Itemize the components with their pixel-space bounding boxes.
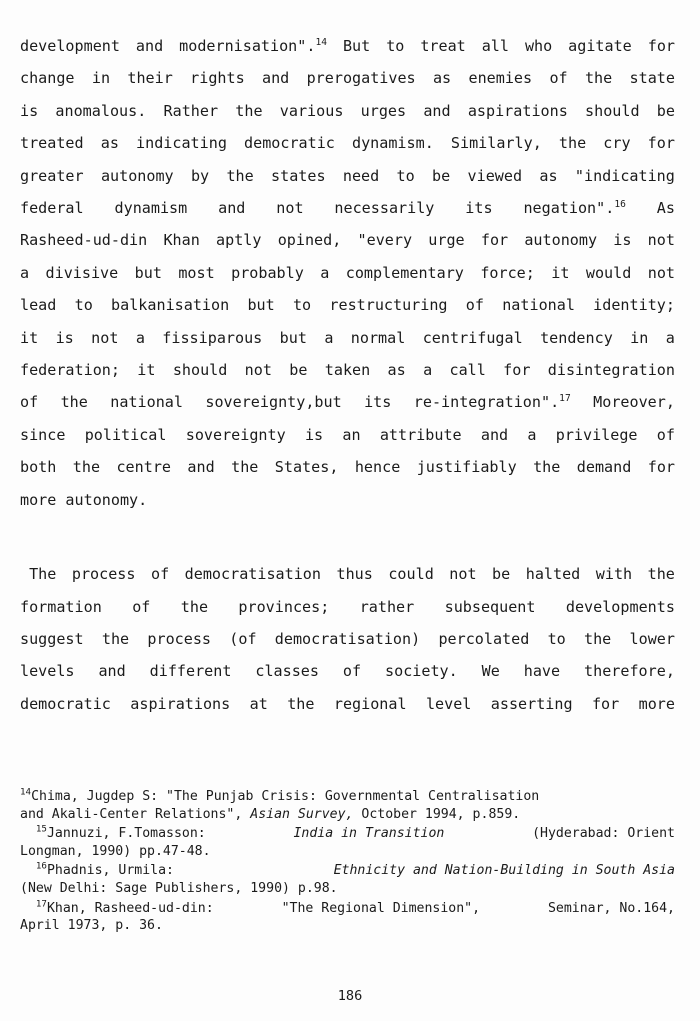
word: lower	[629, 629, 675, 648]
text-line	[20, 95, 675, 127]
word: treat	[420, 37, 466, 55]
footnote-marker-wrap	[20, 900, 214, 918]
footnote-marker-wrap	[20, 825, 206, 843]
text-line	[20, 591, 675, 623]
word: aspirations	[130, 694, 231, 713]
word: suggest	[20, 629, 84, 648]
word: of	[549, 69, 568, 88]
word: the	[584, 629, 612, 648]
word: States,	[274, 458, 339, 477]
word: Rasheed-ud-din	[20, 231, 148, 250]
word: greater	[20, 166, 84, 185]
word: re-integration".$^{17}$	[413, 393, 571, 412]
text-line	[20, 354, 675, 386]
word: level	[425, 694, 472, 713]
word: national	[110, 393, 183, 412]
word: normal	[350, 328, 406, 347]
word: of	[132, 597, 151, 616]
footnote-line	[20, 806, 675, 824]
word: therefore,	[584, 662, 675, 681]
word: privilege	[555, 425, 638, 444]
word: is	[304, 425, 324, 444]
word: could	[388, 565, 434, 584]
word: divisive	[45, 263, 119, 282]
word: society.	[385, 662, 458, 681]
word: need	[342, 166, 380, 185]
word: as	[387, 361, 406, 380]
word: national	[502, 296, 575, 315]
footnote-text-run	[20, 918, 163, 933]
word: Rather	[163, 101, 219, 120]
footnote-text: India in Transition	[293, 826, 445, 842]
word: classes	[255, 662, 319, 681]
word: the	[231, 458, 259, 477]
word: to	[74, 296, 93, 315]
word: democratisation)	[274, 629, 421, 648]
word: of	[656, 425, 675, 444]
word: the	[72, 458, 101, 477]
word: would	[585, 263, 632, 282]
footnote-text: Jannuzi, F.Tomasson:	[46, 826, 206, 842]
word: levels	[20, 662, 75, 681]
footnote-text: Longman, 1990) pp.47-48.	[20, 843, 211, 859]
text-line	[20, 322, 675, 354]
word: Khan	[163, 231, 200, 250]
word: for	[647, 134, 675, 153]
word: the	[584, 69, 613, 88]
word: by	[190, 166, 210, 185]
word: Similarly,	[450, 134, 542, 153]
word: federation;	[20, 361, 120, 380]
footnote-reference-16[interactable]: 16	[614, 199, 626, 210]
paragraph-gap	[20, 516, 675, 558]
footnote-text: Seminar, No.164,	[547, 900, 675, 916]
word: a	[320, 263, 330, 282]
word: of	[150, 565, 170, 584]
word: all	[481, 37, 509, 55]
word: a	[527, 425, 537, 444]
text-line	[20, 386, 675, 418]
word: it	[551, 263, 570, 282]
word: since	[20, 425, 66, 444]
word: dynamism	[114, 199, 188, 218]
word: more	[638, 694, 675, 713]
text-line	[20, 655, 675, 687]
word: (of	[229, 629, 257, 648]
text-line	[20, 257, 675, 289]
word: regional	[333, 694, 407, 713]
word: democratic	[20, 694, 111, 713]
word: process	[147, 629, 212, 648]
word: developments	[565, 597, 675, 616]
word: it	[137, 361, 156, 380]
footnote-17	[20, 900, 675, 935]
word: to	[396, 166, 415, 185]
footnote-text: (Hyderabad: Orient	[532, 826, 675, 842]
word: and	[218, 199, 246, 218]
word: not	[647, 231, 675, 250]
footnote-line	[20, 900, 675, 918]
paragraph-1	[20, 30, 675, 516]
word: modernisation".$^{14}$	[179, 36, 328, 55]
footnote-text: Khan, Rasheed-ud-din:	[46, 900, 214, 916]
word: a	[324, 328, 334, 347]
word: the	[647, 565, 675, 584]
word: not	[449, 565, 477, 584]
word: and	[135, 37, 164, 55]
text-line: more autonomy.	[20, 490, 148, 509]
footnote-text-run	[20, 786, 540, 804]
word: Moreover,	[593, 393, 675, 412]
text-line	[20, 451, 675, 483]
word: the	[101, 629, 130, 648]
footnote-reference-17[interactable]: 17	[559, 393, 571, 405]
page-number: 186	[337, 988, 363, 1004]
word: dynamism.	[352, 134, 434, 153]
footnote-line	[20, 788, 675, 806]
word: be	[289, 361, 308, 380]
word: at	[249, 694, 268, 713]
text-line	[20, 688, 675, 720]
word: most	[178, 263, 215, 282]
text-line	[20, 289, 675, 321]
text-line	[20, 192, 675, 224]
word: a	[135, 328, 145, 347]
word: not	[244, 361, 272, 380]
word: necessarily	[334, 199, 435, 218]
footnote-text: (New Delhi: Sage Publishers, 1990) p.98.	[20, 880, 338, 896]
word: balkanisation	[111, 296, 230, 315]
word: for	[503, 361, 531, 380]
word: autonomy	[100, 166, 174, 185]
word: an	[342, 425, 361, 444]
word: asserting	[490, 694, 573, 713]
word: probably	[231, 263, 304, 282]
word: justifiably	[416, 458, 517, 477]
word: to	[386, 37, 405, 55]
text-line	[20, 224, 675, 256]
word: federal	[20, 199, 84, 218]
word: agitate	[568, 37, 632, 55]
word: demand	[576, 458, 632, 477]
word: lead	[20, 296, 57, 315]
word: opined,	[277, 231, 342, 250]
word: rights	[190, 69, 245, 88]
word: call	[449, 361, 486, 380]
footnote-text: "The Regional Dimension",	[281, 900, 481, 916]
word: the	[60, 393, 88, 412]
word: both	[20, 458, 57, 477]
word: political	[84, 425, 167, 444]
word: As	[656, 199, 675, 218]
word: democratic	[244, 134, 335, 153]
word: not	[91, 328, 119, 347]
word: a	[665, 328, 675, 347]
word: hence	[354, 458, 401, 477]
word: its	[364, 393, 392, 412]
text-line	[20, 623, 675, 655]
word: autonomy	[524, 231, 598, 250]
word: attribute	[379, 425, 462, 444]
word: with	[595, 565, 633, 584]
word: percolated	[438, 629, 530, 648]
word: for	[591, 694, 620, 713]
word: as	[100, 134, 119, 153]
word: in	[91, 69, 111, 88]
word: of	[465, 296, 484, 315]
footnote-marker-16: 16	[35, 860, 47, 872]
word: "every	[357, 231, 413, 250]
word: of	[342, 662, 362, 681]
footnote-text: October 1994, p.859.	[353, 806, 521, 822]
word: the	[533, 458, 561, 477]
word: restructuring	[329, 296, 448, 315]
word: is	[55, 328, 74, 347]
word: provinces;	[238, 597, 330, 616]
text-line	[20, 160, 675, 192]
footnote-line	[20, 843, 675, 861]
word: indicating	[136, 134, 227, 153]
word: cry	[603, 134, 631, 153]
text-line	[20, 419, 675, 451]
word: fissiparous	[162, 328, 263, 347]
footnote-marker-wrap	[20, 862, 174, 880]
footnote-14	[20, 788, 675, 823]
footnote-marker-15: 15	[35, 823, 47, 835]
word: anomalous.	[55, 101, 147, 120]
footnote-reference-14[interactable]: 14	[315, 36, 328, 48]
word: halted	[525, 565, 581, 584]
word: in	[630, 328, 649, 347]
footnote-block	[20, 788, 675, 937]
footnote-line	[20, 825, 675, 843]
footnote-text: April 1973, p. 36.	[20, 918, 163, 934]
word: it	[20, 328, 39, 347]
word: democratisation	[184, 565, 321, 584]
word: of	[20, 393, 39, 412]
word: thus	[336, 565, 373, 584]
word: tendency	[540, 328, 613, 347]
word: but	[279, 328, 307, 347]
footnote-text: and Akali-Center Relations",	[20, 806, 251, 822]
footnote-marker-17: 17	[35, 898, 47, 910]
word: negation".$^{16}$	[523, 199, 626, 218]
footnote-text-run	[20, 881, 338, 896]
word: is	[20, 101, 39, 120]
footnote-text: Asian Survey,	[250, 806, 354, 822]
word: for	[647, 37, 675, 55]
word: is	[613, 231, 632, 250]
word: as	[539, 166, 558, 185]
word: be	[656, 101, 675, 120]
word: centre	[116, 458, 171, 477]
word: for	[647, 458, 675, 477]
word: subsequent	[444, 597, 536, 616]
word: We	[481, 662, 500, 681]
word: force;	[480, 263, 535, 282]
footnote-text: Ethnicity and Nation-Building in South Asia	[333, 863, 675, 879]
word: various	[279, 101, 344, 120]
text-line	[20, 558, 675, 590]
word: have	[523, 662, 561, 681]
word: sovereignty,but	[205, 393, 342, 412]
word: who	[524, 37, 553, 55]
word: be	[492, 565, 511, 584]
word: the	[558, 134, 587, 153]
word: state	[629, 69, 675, 88]
footnote-marker-wrap	[20, 786, 540, 804]
word: states	[271, 166, 326, 185]
word: not	[647, 263, 675, 282]
word: its	[465, 199, 493, 218]
footnote-text-run	[20, 844, 211, 859]
word: the	[226, 166, 254, 185]
word: different	[149, 662, 232, 681]
word: change	[20, 69, 75, 88]
word: but	[247, 296, 275, 315]
word: the	[235, 101, 263, 120]
word: and	[262, 69, 290, 88]
word: should	[585, 101, 640, 120]
word: and	[98, 662, 126, 681]
word: but	[134, 263, 162, 282]
word: centrifugal	[422, 328, 523, 347]
word: But	[342, 37, 371, 55]
body-text-block	[20, 30, 675, 720]
word: enemies	[468, 69, 533, 88]
word: prerogatives	[306, 69, 416, 88]
word: the	[287, 694, 315, 713]
text-line	[20, 127, 675, 159]
word: be	[432, 166, 451, 185]
text-line	[20, 62, 675, 94]
word: and	[480, 425, 509, 444]
word: aptly	[216, 231, 262, 250]
word: The	[20, 565, 57, 584]
footnote-text: Phadnis, Urmila:	[46, 863, 174, 879]
word: as	[432, 69, 452, 88]
word: disintegration	[547, 361, 675, 380]
word: sovereignty	[185, 425, 286, 444]
word: aspirations	[467, 101, 568, 120]
word: and	[187, 458, 215, 477]
footnote-text: Chima, Jugdep S: "The Punjab Crisis: Governmental Centralisation	[31, 789, 540, 804]
footnote-16	[20, 862, 675, 897]
word: for	[480, 231, 509, 250]
word: development	[20, 37, 120, 55]
word: a	[20, 263, 30, 282]
word: "indicating	[574, 166, 675, 185]
footnote-15	[20, 825, 675, 860]
word: process	[71, 565, 136, 584]
paragraph-2	[20, 558, 675, 720]
footnote-line	[20, 862, 675, 880]
footnote-marker-14: 14	[20, 786, 32, 798]
word: and	[423, 101, 451, 120]
word: a	[423, 361, 433, 380]
word: to	[547, 629, 566, 648]
word: to	[292, 296, 312, 315]
text-line	[20, 30, 675, 62]
word: viewed	[467, 166, 523, 185]
word: complementary	[345, 263, 464, 282]
word: not	[276, 199, 304, 218]
word: urges	[360, 101, 407, 120]
footnote-text-run	[20, 807, 520, 822]
footnote-line	[20, 880, 675, 898]
word: urge	[428, 231, 465, 250]
word: treated	[20, 134, 84, 153]
word: the	[180, 597, 209, 616]
word: identity;	[593, 296, 675, 315]
word: formation	[20, 597, 102, 616]
word: should	[172, 361, 228, 380]
footnote-line	[20, 917, 675, 935]
word: their	[127, 69, 173, 88]
word: rather	[359, 597, 415, 616]
word: taken	[324, 361, 371, 380]
